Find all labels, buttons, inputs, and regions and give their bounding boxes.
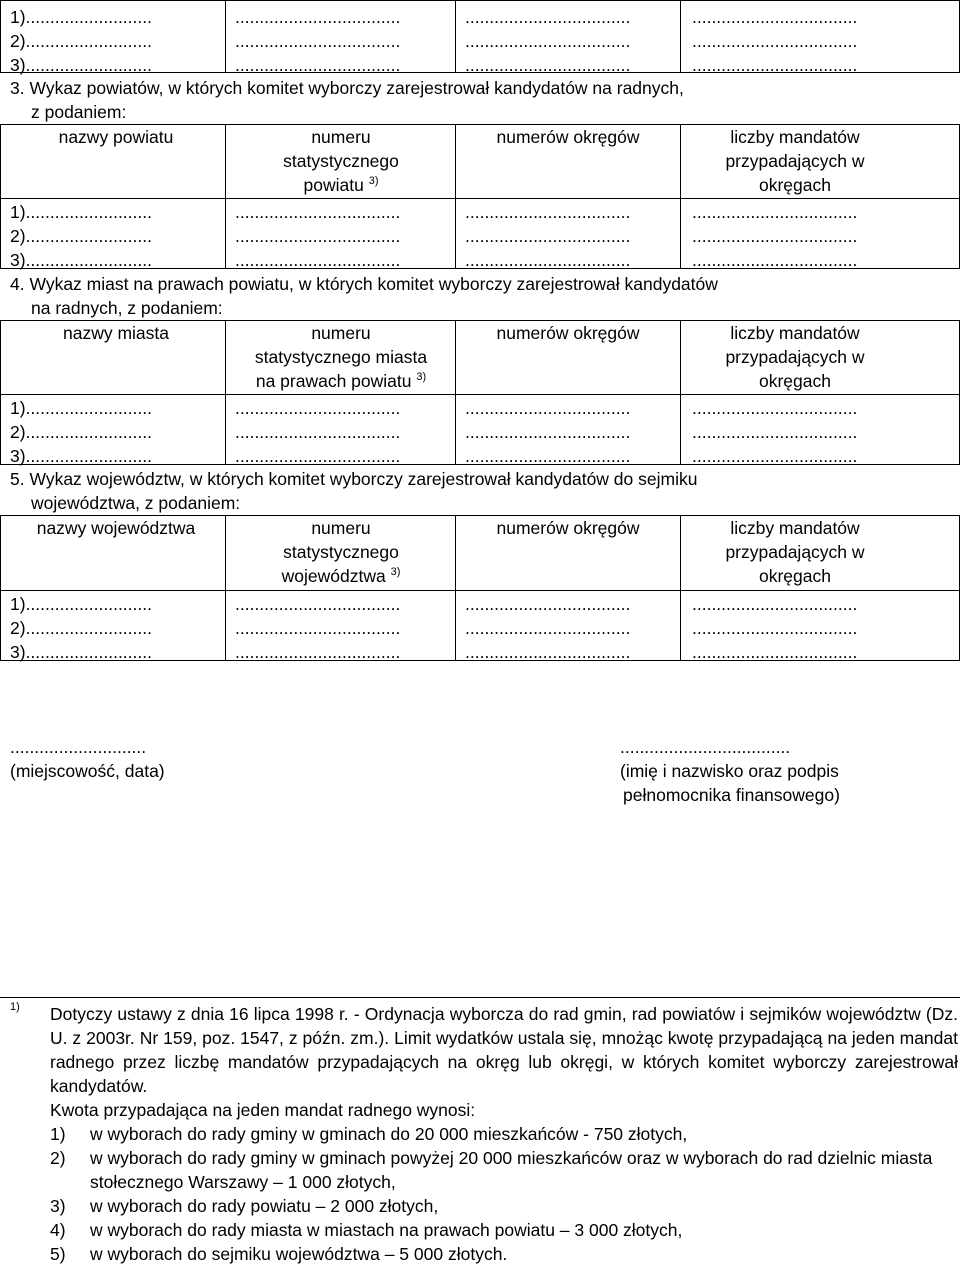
dotted-entry[interactable]: 3)..........................	[10, 642, 152, 662]
header-nazwy: nazwy powiatu	[58, 127, 174, 147]
footnote-ref: 3)	[390, 566, 401, 578]
footnote-paragraph: Dotyczy ustawy z dnia 16 lipca 1998 r. - Ordynacja wyborcza do rad gmin, rad powiatów i sejmików województw (Dz. U. z 2003r. Nr 159, poz. 1547, z późn. zm.). Limit wydatków ustala się, mnożąc kwotę przypadającą na jeden mandat radnego przez liczbę mandatów przypadających na okręg lub okręgi, w których komitet wyborczy zarejestrował kandydatów.	[50, 1004, 958, 1096]
footnote-kwota: Kwota przypadająca na jeden mandat radnego wynosi:	[50, 1100, 476, 1120]
dotted-entry[interactable]: ..................................	[465, 226, 631, 246]
header-mandatow: liczby mandatów przypadających w okręgach	[725, 323, 865, 391]
top-col3	[465, 5, 630, 77]
dotted-entry[interactable]: ..................................	[465, 250, 631, 270]
dotted-entry[interactable]: ..................................	[465, 446, 631, 466]
dotted-entry[interactable]: ..................................	[692, 642, 858, 662]
dotted-entry[interactable]: ..................................	[692, 398, 858, 418]
dotted-entry[interactable]: ..................................	[692, 250, 858, 270]
dotted-entry[interactable]: ..................................	[465, 31, 631, 51]
dotted-entry[interactable]: ..................................	[692, 618, 858, 638]
header-okregow: numerów okręgów	[496, 518, 640, 538]
dotted-entry[interactable]: 1)..........................	[10, 7, 152, 27]
dotted-entry[interactable]: ..................................	[692, 594, 858, 614]
dotted-entry[interactable]: ..................................	[235, 31, 401, 51]
section-title: 4. Wykaz miast na prawach powiatu, w których komitet wyborczy zarejestrował kandydatów	[10, 274, 718, 294]
top-col2	[235, 5, 400, 77]
dotted-entry[interactable]: ..................................	[235, 398, 401, 418]
footnote-ref: 3)	[368, 175, 379, 187]
place-date-field[interactable]: ............................	[10, 737, 147, 757]
signature-field[interactable]: ...................................	[620, 737, 791, 757]
dotted-entry[interactable]: ..................................	[235, 55, 401, 75]
dotted-entry[interactable]: ..................................	[465, 55, 631, 75]
section-title: 5. Wykaz województw, w których komitet wyborczy zarejestrował kandydatów do sejmiku	[10, 469, 698, 489]
dotted-entry[interactable]: 1)..........................	[10, 398, 152, 418]
dotted-entry[interactable]: ..................................	[692, 422, 858, 442]
col2	[235, 200, 400, 272]
dotted-entry[interactable]: ..................................	[465, 642, 631, 662]
dotted-entry[interactable]: ..................................	[465, 7, 631, 27]
dotted-entry[interactable]: ..................................	[465, 398, 631, 418]
header-mandatow: liczby mandatów przypadających w okręgach	[725, 518, 865, 586]
dotted-entry[interactable]: ..................................	[235, 642, 401, 662]
header-numeru: numeru statystycznego województwa $^{3)}$	[281, 518, 401, 586]
footnote-divider	[0, 997, 960, 998]
dotted-entry[interactable]: ..................................	[235, 618, 401, 638]
dotted-entry[interactable]: ..................................	[235, 422, 401, 442]
dotted-entry[interactable]: 3)..........................	[10, 250, 152, 270]
footnote-ref: 3)	[416, 371, 427, 383]
dotted-entry[interactable]: ..................................	[692, 7, 858, 27]
col3	[465, 396, 630, 468]
dotted-entry[interactable]: ..................................	[692, 202, 858, 222]
header-okregow: numerów okręgów	[496, 127, 640, 147]
dotted-entry[interactable]: ..................................	[692, 55, 858, 75]
col4	[692, 396, 857, 468]
place-date-label: (miejscowość, data)	[10, 761, 165, 781]
header-numeru: numeru statystycznego miasta na prawach powiatu $^{3)}$	[254, 323, 428, 391]
dotted-entry[interactable]: ..................................	[465, 202, 631, 222]
col1	[10, 592, 152, 664]
col4	[692, 592, 857, 664]
dotted-entry[interactable]: 3)..........................	[10, 55, 152, 75]
section-title-cont: na radnych, z podaniem:	[31, 298, 223, 318]
col1	[10, 396, 152, 468]
dotted-entry[interactable]: 1)..........................	[10, 594, 152, 614]
dotted-entry[interactable]: ..................................	[235, 7, 401, 27]
dotted-entry[interactable]: ..................................	[235, 226, 401, 246]
col2	[235, 396, 400, 468]
dotted-entry[interactable]: ..................................	[235, 446, 401, 466]
dotted-entry[interactable]: ..................................	[692, 226, 858, 246]
section-title-cont: województwa, z podaniem:	[31, 493, 241, 513]
section-title: 3. Wykaz powiatów, w których komitet wyborczy zarejestrował kandydatów na radnych,	[10, 78, 684, 98]
header-numeru: numeru statystycznego powiatu $^{3)}$	[283, 127, 399, 195]
dotted-entry[interactable]: 2)..........................	[10, 226, 152, 246]
section-title-cont: z podaniem:	[31, 102, 127, 122]
top-col1	[10, 5, 152, 77]
header-mandatow: liczby mandatów przypadających w okręgach	[725, 127, 865, 195]
dotted-entry[interactable]: ..................................	[235, 250, 401, 270]
top-col4	[692, 5, 857, 77]
dotted-entry[interactable]: 2)..........................	[10, 618, 152, 638]
col1	[10, 200, 152, 272]
dotted-entry[interactable]: 3)..........................	[10, 446, 152, 466]
dotted-entry[interactable]: ..................................	[465, 422, 631, 442]
col3	[465, 592, 630, 664]
col3	[465, 200, 630, 272]
dotted-entry[interactable]: 2)..........................	[10, 422, 152, 442]
dotted-entry[interactable]: ..................................	[692, 31, 858, 51]
dotted-entry[interactable]: ..................................	[692, 446, 858, 466]
dotted-entry[interactable]: ..................................	[235, 594, 401, 614]
dotted-entry[interactable]: ..................................	[465, 618, 631, 638]
dotted-entry[interactable]: 1)..........................	[10, 202, 152, 222]
header-okregow: numerów okręgów	[496, 323, 640, 343]
header-nazwy: nazwy miasta	[62, 323, 169, 343]
dotted-entry[interactable]: ..................................	[465, 594, 631, 614]
signature-label-cont: pełnomocnika finansowego)	[623, 785, 840, 805]
signature-label: (imię i nazwisko oraz podpis	[620, 761, 839, 781]
footnote-marker: 1)	[10, 1001, 20, 1013]
dotted-entry[interactable]: 2)..........................	[10, 31, 152, 51]
header-nazwy: nazwy województwa	[36, 518, 196, 538]
col2	[235, 592, 400, 664]
col4	[692, 200, 857, 272]
dotted-entry[interactable]: ..................................	[235, 202, 401, 222]
